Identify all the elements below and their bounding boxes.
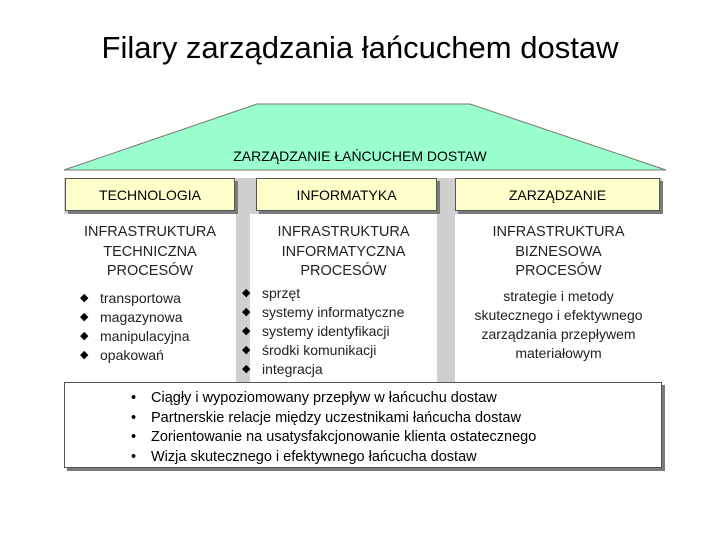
list-item: ◆ systemy identyfikacji <box>242 322 404 341</box>
pillar-title-line: TECHNICZNA <box>103 243 197 260</box>
roof-label: ZARZĄDZANIE ŁAŃCUCHEM DOSTAW <box>233 148 487 164</box>
pillar-header-zarzadzanie: ZARZĄDZANIE <box>455 178 660 211</box>
list-item: ◆ manipulacyjna <box>80 327 190 346</box>
pillar-informatyka <box>250 214 437 382</box>
pillar-title <box>64 223 236 282</box>
pillar-title-line: INFRASTRUKTURA <box>277 224 410 240</box>
foundation-box <box>64 382 662 468</box>
list-item: ◆ integracja <box>242 360 404 379</box>
page-title: Filary zarządzania łańcuchem dostaw <box>101 30 619 65</box>
pillar-header-technologia: TECHNOLOGIA <box>65 178 235 211</box>
pillar-technologia <box>64 214 236 382</box>
list-item: ◆ opakowań <box>80 346 190 365</box>
pillar-zarzadzanie <box>455 214 662 382</box>
pillar-header-informatyka: INFORMATYKA <box>256 178 437 211</box>
list-item: ◆ magazynowa <box>80 308 190 327</box>
pillar-description-line: zarządzania przepływem <box>481 326 636 342</box>
pillar-title-line: INFRASTRUKTURA <box>83 224 217 240</box>
pillar-item-list <box>242 284 404 379</box>
pillar-description-line: materiałowym <box>515 345 602 361</box>
pillar-title-line: PROCESÓW <box>106 263 194 279</box>
pillar-title-line: PROCESÓW <box>515 263 602 279</box>
pillar-description-line: skutecznego i efektywnego <box>474 307 643 323</box>
roof-shape <box>0 0 720 200</box>
list-item: ◆ transportowa <box>80 289 190 308</box>
list-item: ◆ sprzęt <box>242 284 404 303</box>
pillar-title-line: INFORMATYCZNA <box>281 243 406 260</box>
pillar-title-line: INFRASTRUKTURA <box>492 224 625 240</box>
pillar-title <box>455 223 662 282</box>
pillar-description-line: strategie i metody <box>503 288 614 304</box>
list-item: • Partnerskie relacje między uczestnikami łańcucha dostaw <box>131 409 536 429</box>
list-item: • Ciągły i wypoziomowany przepływ w łańcuchu dostaw <box>131 389 536 409</box>
pillar-gap <box>437 214 455 382</box>
foundation-list <box>131 389 536 467</box>
list-item: • Zorientowanie na usatysfakcjonowanie klienta ostatecznego <box>131 428 536 448</box>
list-item: ◆ środki komunikacji <box>242 341 404 360</box>
pillar-description <box>455 287 662 363</box>
list-item: • Wizja skutecznego i efektywnego łańcucha dostaw <box>131 448 536 468</box>
pillar-title-line: PROCESÓW <box>300 263 387 279</box>
pillar-title <box>250 223 437 282</box>
pillar-item-list <box>80 289 190 365</box>
pillar-title-line: BIZNESOWA <box>515 243 602 260</box>
list-item: ◆ systemy informatyczne <box>242 303 404 322</box>
